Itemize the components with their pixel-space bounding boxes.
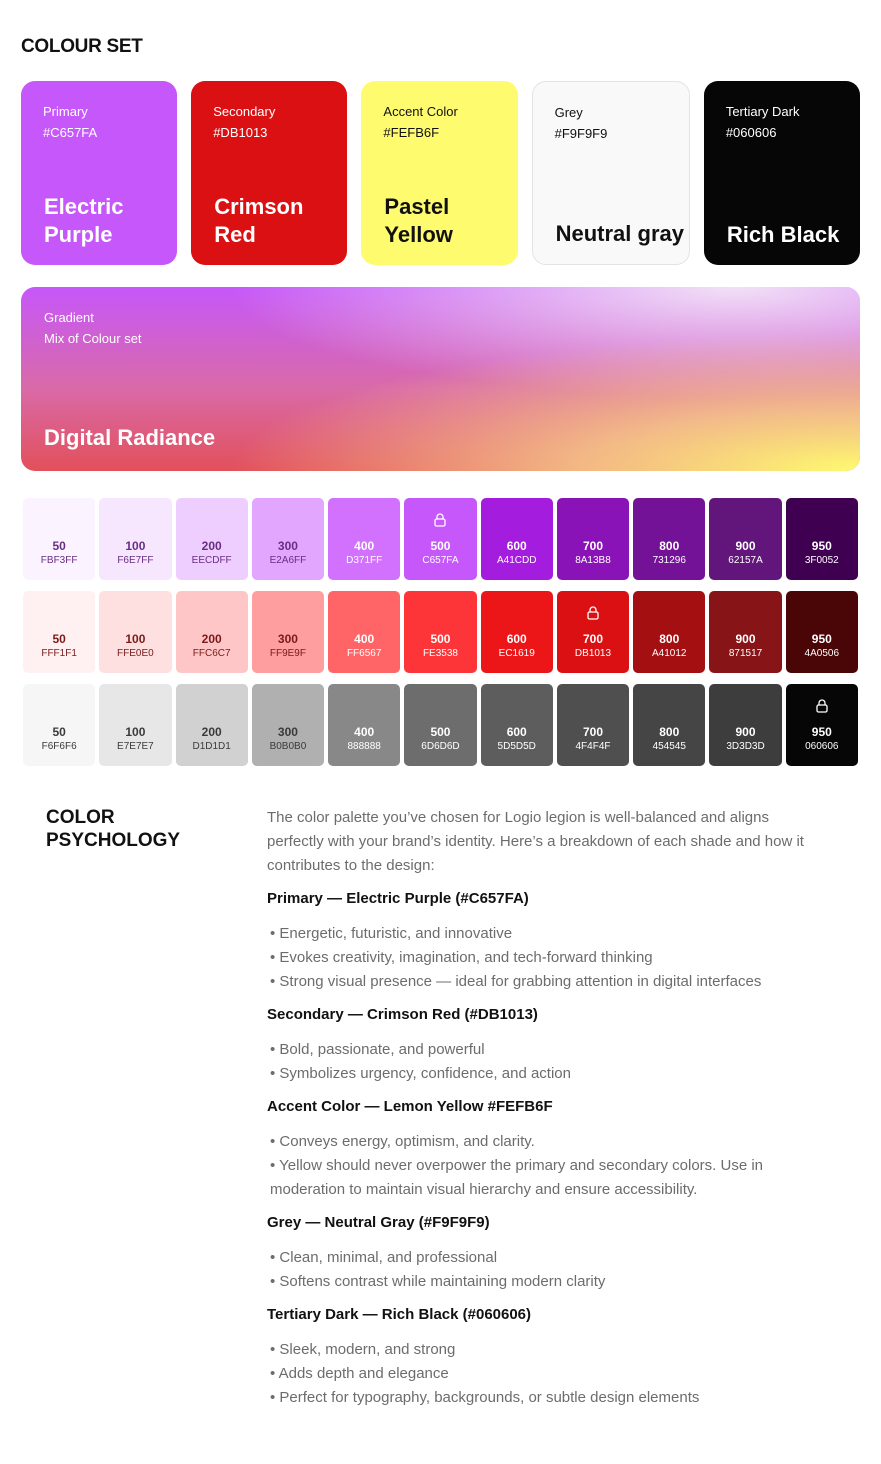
card-label: Tertiary Dark [725,104,800,119]
gradient-label: Gradient [44,310,94,325]
swatch-purple-700[interactable] [557,498,629,580]
swatch-shade: 50 [52,725,66,739]
swatch-code: FFF1F1 [41,648,77,659]
color-card-grey[interactable] [532,81,690,265]
swatch-purple-500[interactable] [404,498,476,580]
card-name: Rich Black [726,222,840,247]
card-hex: #C657FA [43,125,98,140]
swatch-purple-900[interactable] [709,498,781,580]
swatch-shade: 800 [659,539,680,553]
swatch-grey-900[interactable] [709,684,781,766]
swatch-purple-200[interactable] [176,498,248,580]
psychology-bullet: • Evokes creativity, imagination, and tech-forward thinking [270,949,653,966]
swatch-code: C657FA [422,555,459,566]
swatch-code: E7E7E7 [117,741,154,752]
psychology-sections [267,887,827,1410]
psychology-section-title: Grey — Neutral Gray (#F9F9F9) [267,1214,490,1231]
swatch-red-950[interactable] [786,591,858,673]
lock-icon [816,699,828,718]
swatch-code: 3D3D3D [726,741,765,752]
card-label: Secondary [213,104,276,119]
swatch-shade: 400 [354,725,375,739]
swatch-shade: 900 [735,725,756,739]
color-card-accent[interactable] [361,81,517,265]
swatch-code: F6E7FF [117,555,154,566]
swatch-shade: 400 [354,539,375,553]
swatch-code: 6D6D6D [421,741,460,752]
card-hex: #DB1013 [213,125,268,140]
swatch-purple-600[interactable] [481,498,553,580]
swatch-red-500[interactable] [404,591,476,673]
card-label: Primary [43,104,88,119]
swatch-shade: 300 [277,539,298,553]
swatch-shade: 700 [582,725,603,739]
swatch-shade: 200 [201,632,222,646]
psychology-bullets [267,922,827,994]
swatch-shade: 500 [430,539,451,553]
psychology-bullets [267,1130,827,1202]
swatch-shade: 100 [125,725,146,739]
color-card-secondary[interactable] [191,81,347,265]
card-name: Neutral gray [555,221,684,246]
swatch-code: EECDFF [191,555,232,566]
page-title: COLOUR SET [21,36,143,57]
psychology-body [267,806,827,1410]
swatch-code: F6F6F6 [41,741,77,752]
swatch-grey-300[interactable] [252,684,324,766]
psychology-section-title: Secondary — Crimson Red (#DB1013) [267,1006,538,1023]
swatch-red-300[interactable] [252,591,324,673]
swatch-code: FFC6C7 [192,648,231,659]
swatch-grey-400[interactable] [328,684,400,766]
psychology-bullets [267,1038,827,1086]
swatch-shade: 500 [430,632,451,646]
swatch-grey-50[interactable] [23,684,95,766]
swatch-shade: 100 [125,632,146,646]
psychology-bullet: • Energetic, futuristic, and innovative [270,925,513,942]
swatch-shade: 600 [506,725,527,739]
swatch-grey-200[interactable] [176,684,248,766]
swatch-code: D371FF [346,555,383,566]
color-card-tertiary[interactable] [704,81,860,265]
psychology-bullet: • Symbolizes urgency, confidence, and action [270,1065,571,1082]
swatch-red-200[interactable] [176,591,248,673]
gradient-card[interactable] [21,287,860,471]
swatch-purple-950[interactable] [786,498,858,580]
psychology-title: COLOR PSYCHOLOGY [46,807,181,851]
swatch-code: D1D1D1 [192,741,231,752]
psychology-bullet: • Clean, minimal, and professional [270,1249,498,1266]
lock-icon [587,606,599,625]
card-hex: #F9F9F9 [554,126,608,141]
card-name: Electric Purple [44,194,124,247]
swatch-shade: 300 [277,725,298,739]
swatch-shade: 900 [735,539,756,553]
swatch-code: FBF3FF [40,555,78,566]
swatch-code: FE3538 [422,648,458,659]
swatch-code: 731296 [652,555,686,566]
psychology-section-title: Primary — Electric Purple (#C657FA) [267,890,529,907]
swatch-shade: 600 [506,539,527,553]
psychology-bullet: • Conveys energy, optimism, and clarity. [270,1133,535,1150]
psychology-bullet: • Sleek, modern, and strong [270,1341,456,1358]
psychology-bullet: • Adds depth and elegance [270,1365,449,1382]
swatch-shade: 800 [659,725,680,739]
psychology-section-title: Accent Color — Lemon Yellow #FEFB6F [267,1098,553,1115]
swatch-code: A41012 [652,648,687,659]
swatch-code: FF6567 [346,648,382,659]
swatch-code: 4F4F4F [575,741,611,752]
swatch-code: 4A0506 [804,648,840,659]
swatch-shade: 100 [125,539,146,553]
color-card-primary[interactable] [21,81,177,265]
swatch-grey-500[interactable] [404,684,476,766]
gradient-name: Digital Radiance [44,425,216,450]
psychology-bullet: • Bold, passionate, and powerful [270,1041,485,1058]
swatch-code: 3F0052 [804,555,839,566]
psychology-bullets [267,1246,827,1294]
swatch-code: 888888 [347,741,381,752]
swatch-code: 871517 [728,648,763,659]
swatch-shade: 600 [506,632,527,646]
card-label: Accent Color [383,104,458,119]
swatch-shade: 400 [354,632,375,646]
swatch-grey-950[interactable] [786,684,858,766]
psychology-bullets [267,1338,827,1410]
swatch-shade: 500 [430,725,451,739]
swatch-code: E2A6FF [269,555,307,566]
swatch-shade: 700 [582,632,603,646]
swatch-shade: 200 [201,725,222,739]
swatch-code: DB1013 [574,648,612,659]
swatch-red-50[interactable] [23,591,95,673]
card-label: Grey [554,105,583,120]
colour-cards [21,81,860,265]
swatch-grey-800[interactable] [633,684,705,766]
palette-row-purple [23,498,858,580]
swatch-code: FF9E9F [269,648,306,659]
swatch-code: B0B0B0 [269,741,307,752]
swatch-code: A41CDD [496,555,537,566]
palette-row-grey [23,684,858,766]
swatch-grey-700[interactable] [557,684,629,766]
swatch-grey-100[interactable] [99,684,171,766]
psychology-intro: The color palette you’ve chosen for Logio legion is well-balanced and aligns perfectly with your brand’s identity. Here’s a breakdown of each shade and how it contributes to the design: [267,809,804,874]
swatch-shade: 950 [811,539,832,553]
swatch-shade: 300 [277,632,298,646]
swatch-code: EC1619 [498,648,535,659]
swatch-code: 454545 [652,741,686,752]
swatch-purple-800[interactable] [633,498,705,580]
swatch-shade: 800 [659,632,680,646]
swatch-purple-300[interactable] [252,498,324,580]
swatch-shade: 900 [735,632,756,646]
card-name: Pastel Yellow [384,194,453,247]
swatch-shade: 950 [811,725,832,739]
swatch-purple-50[interactable] [23,498,95,580]
gradient-sub: Mix of Colour set [44,331,142,346]
swatch-shade: 50 [52,632,66,646]
swatch-purple-100[interactable] [99,498,171,580]
swatch-code: FFE0E0 [117,648,154,659]
swatch-code: 62157A [728,555,763,566]
card-hex: #FEFB6F [383,125,440,140]
swatch-red-100[interactable] [99,591,171,673]
card-hex: #060606 [725,125,777,140]
swatch-red-800[interactable] [633,591,705,673]
lock-icon [434,513,446,532]
card-name: Crimson Red [214,194,304,247]
psychology-bullet: • Strong visual presence — ideal for grabbing attention in digital interfaces [270,973,762,990]
swatch-code: 060606 [805,741,839,752]
swatch-shade: 50 [52,539,66,553]
palette-row-red [23,591,858,673]
swatch-grey-600[interactable] [481,684,553,766]
psychology-bullet: • Softens contrast while maintaining modern clarity [270,1273,606,1290]
swatch-red-900[interactable] [709,591,781,673]
swatch-code: 8A13B8 [575,555,611,566]
swatch-red-400[interactable] [328,591,400,673]
swatch-shade: 700 [582,539,603,553]
palette-swatches [23,498,858,777]
psychology-section-title: Tertiary Dark — Rich Black (#060606) [267,1306,532,1323]
psychology-bullet: • Perfect for typography, backgrounds, or subtle design elements [270,1389,700,1406]
swatch-red-600[interactable] [481,591,553,673]
swatch-shade: 200 [201,539,222,553]
swatch-code: 5D5D5D [497,741,536,752]
swatch-shade: 950 [811,632,832,646]
swatch-purple-400[interactable] [328,498,400,580]
swatch-red-700[interactable] [557,591,629,673]
psychology-bullet: • Yellow should never overpower the primary and secondary colors. Use in moderation to maintain visual hierarchy and ensure accessibility. [270,1157,764,1198]
